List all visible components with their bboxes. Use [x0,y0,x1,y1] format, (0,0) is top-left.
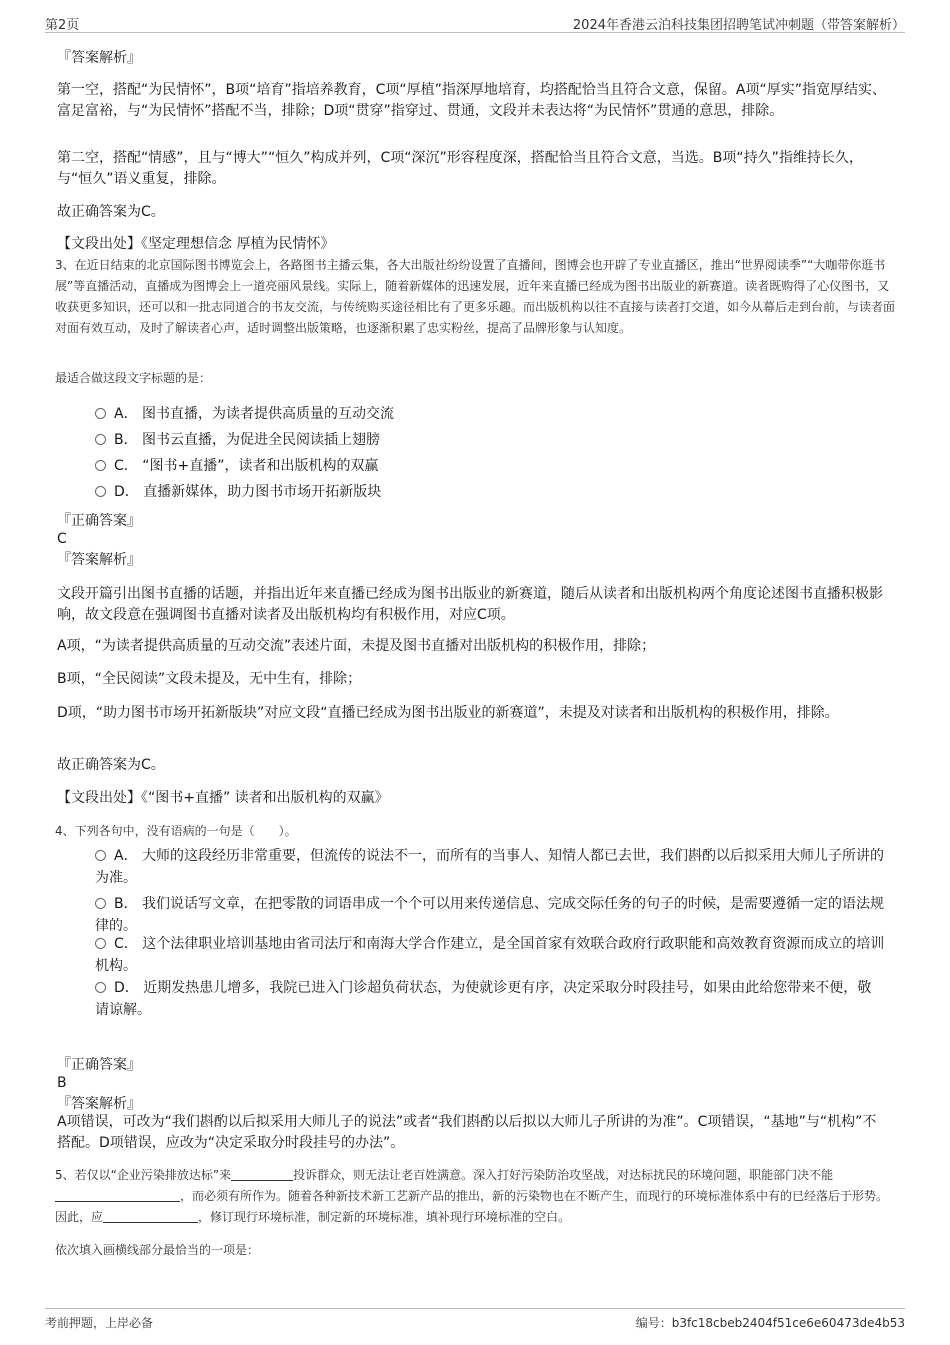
radio-icon[interactable] [95,460,106,471]
analysis-paragraph: 文段开篇引出图书直播的话题，并指出近年来直播已经成为图书出版业的新赛道，随后从读者和出版机构两个角度论述图书直播积极影响，故文段意在强调图书直播对读者及出版机构均有积极作用，对应C项。 [57,586,883,623]
stem-text: ，而必须有所作为。随着各种新技术新工艺新产品的推出，新的污染物也在不断产生，而现行的环境标准体系中有的已经落后于形势。因此，应 [55,1189,889,1224]
analysis-paragraph: D项，“助力图书市场开拓新版块”对应文段“直播已经成为图书出版业的新赛道”，未提及对读者和出版机构的积极作用，排除。 [57,705,839,721]
option-label: C． 这个法律职业培训基地由省司法厅和南海大学合作建立，是全国首家有效联合政府行政职能和高效教育资源而成立的培训机构。 [95,936,885,974]
document-title: 2024年香港云泊科技集团招聘笔试冲刺题（带答案解析） [572,18,905,33]
source-citation: 【文段出处】《坚定理想信念 厚植为民情怀》 [57,236,335,252]
q4-option-a[interactable] [95,845,885,889]
q3-option-b[interactable] [95,429,885,451]
q4-option-d[interactable] [95,977,885,1021]
radio-icon[interactable] [95,850,106,861]
blank-line [55,1189,180,1202]
radio-icon[interactable] [95,434,106,445]
footer-slogan: 考前押题，上岸必备 [45,1316,154,1330]
stem-text: 投诉群众，则无法让老百姓满意。深入打好污染防治攻坚战，对达标扰民的环境问题，职能部门决不能 [293,1168,834,1182]
radio-icon[interactable] [95,938,106,949]
blank-line [231,1168,293,1181]
page-number: 第2页 [45,18,80,33]
q3-option-c[interactable] [95,455,885,477]
question-5-stem [55,1165,895,1228]
option-label: A． 图书直播，为读者提供高质量的互动交流 [114,406,395,422]
correct-answer: B [57,1075,67,1091]
analysis-paragraph-2: 第二空，搭配“情感”，且与“博大”“恒久”构成并列，C项“深沉”形容程度深，搭配恰当且符合文意，当选。B项“持久”指维持长久，与“恒久”语义重复，排除。 [57,150,863,187]
question-3-stem: 3、在近日结束的北京国际图书博览会上，各路图书主播云集，各大出版社纷纷设置了直播间，图博会也开辟了专业直播区，推出“世界阅读季”“大咖带你逛书展”等直播活动，直播成为图博会上一道亮丽风景线。实际上，随着新媒体的迅速发展，近年来直播已经成为图书出版业的新赛道。读者既购得了心仪图书，又收获更多知识，还可以和一批志同道合的书友交流，与传统购买途径相比有了更多乐趣。而出版机构以往不直接与读者打交道，如今从幕后走到台前，与读者面对面有效互动，及时了解读者心声，适时调整出版策略，也逐渐积累了忠实粉丝，提高了品牌形象与认知度。 [55,258,896,335]
analysis-tag: 『答案解析』 [57,50,141,66]
analysis-paragraph-1: 第一空，搭配“为民情怀”，B项“培育”指培养教育，C项“厚植”指深厚地培育，均搭配恰当且符合文意，保留。A项“厚实”指宽厚结实、富足富裕，与“为民情怀”搭配不当，排除；D项“贯穿”指穿过、贯通，文段并未表达将“为民情怀”贯通的意思，排除。 [57,82,886,119]
correct-answer: C [57,531,67,547]
analysis-paragraph: A项错误，可改为“我们斟酌以后拟采用大师儿子的说法”或者“我们斟酌以后拟以大师儿子所讲的为准”。C项错误，“基地”与“机构”不搭配。D项错误，应改为“决定采取分时段挂号的办法”。 [57,1114,877,1151]
page-footer [45,1308,905,1331]
q3-option-d[interactable] [95,481,885,503]
radio-icon[interactable] [95,898,106,909]
q3-option-a[interactable] [95,403,885,425]
option-label: C． “图书+直播”，读者和出版机构的双赢 [114,458,379,474]
correct-answer-tag: 『正确答案』 [57,513,141,529]
analysis-paragraph: B项，“全民阅读”文段未提及，无中生有，排除； [57,671,362,687]
q4-option-c[interactable] [95,933,885,977]
correct-answer-tag: 『正确答案』 [57,1057,141,1073]
document-id: 编号：b3fc18cbeb2404f51ce6e60473de4b53 [635,1316,905,1330]
radio-icon[interactable] [95,982,106,993]
question-4-stem: 4、下列各句中，没有语病的一句是（ ）。 [55,824,297,838]
radio-icon[interactable] [95,486,106,497]
option-label: D． 近期发热患儿增多，我院已进入门诊超负荷状态，为使就诊更有序，决定采取分时段挂号，如果由此给您带来不便，敬请谅解。 [95,980,872,1018]
q4-option-b[interactable] [95,893,885,937]
source-citation: 【文段出处】《“图书+直播” 读者和出版机构的双赢》 [57,790,389,806]
analysis-conclusion: 故正确答案为C。 [57,757,165,773]
option-label: A． 大师的这段经历非常重要，但流传的说法不一，而所有的当事人、知情人都已去世，我们斟酌以后拟采用大师儿子所讲的为准。 [95,848,885,886]
analysis-tag: 『答案解析』 [57,552,141,568]
stem-text: ，修订现行环境标准，制定新的环境标准，填补现行环境标准的空白。 [198,1210,571,1224]
page-header [45,14,905,33]
question-3-prompt: 最适合做这段文字标题的是： [55,371,212,385]
blank-line [103,1210,198,1223]
option-label: D． 直播新媒体，助力图书市场开拓新版块 [114,484,382,500]
option-label: B． 图书云直播，为促进全民阅读插上翅膀 [114,432,381,448]
question-5-prompt: 依次填入画横线部分最恰当的一项是： [55,1243,260,1257]
option-label: B． 我们说话写文章，在把零散的词语串成一个个可以用来传递信息、完成交际任务的句子的时候，是需要遵循一定的语法规律的。 [95,896,885,934]
analysis-tag: 『答案解析』 [57,1096,141,1112]
radio-icon[interactable] [95,408,106,419]
analysis-paragraph: A项，“为读者提供高质量的互动交流”表述片面，未提及图书直播对出版机构的积极作用，排除； [57,638,656,654]
stem-text: 5、若仅以“企业污染排放达标”来 [55,1168,232,1182]
analysis-conclusion: 故正确答案为C。 [57,204,165,220]
